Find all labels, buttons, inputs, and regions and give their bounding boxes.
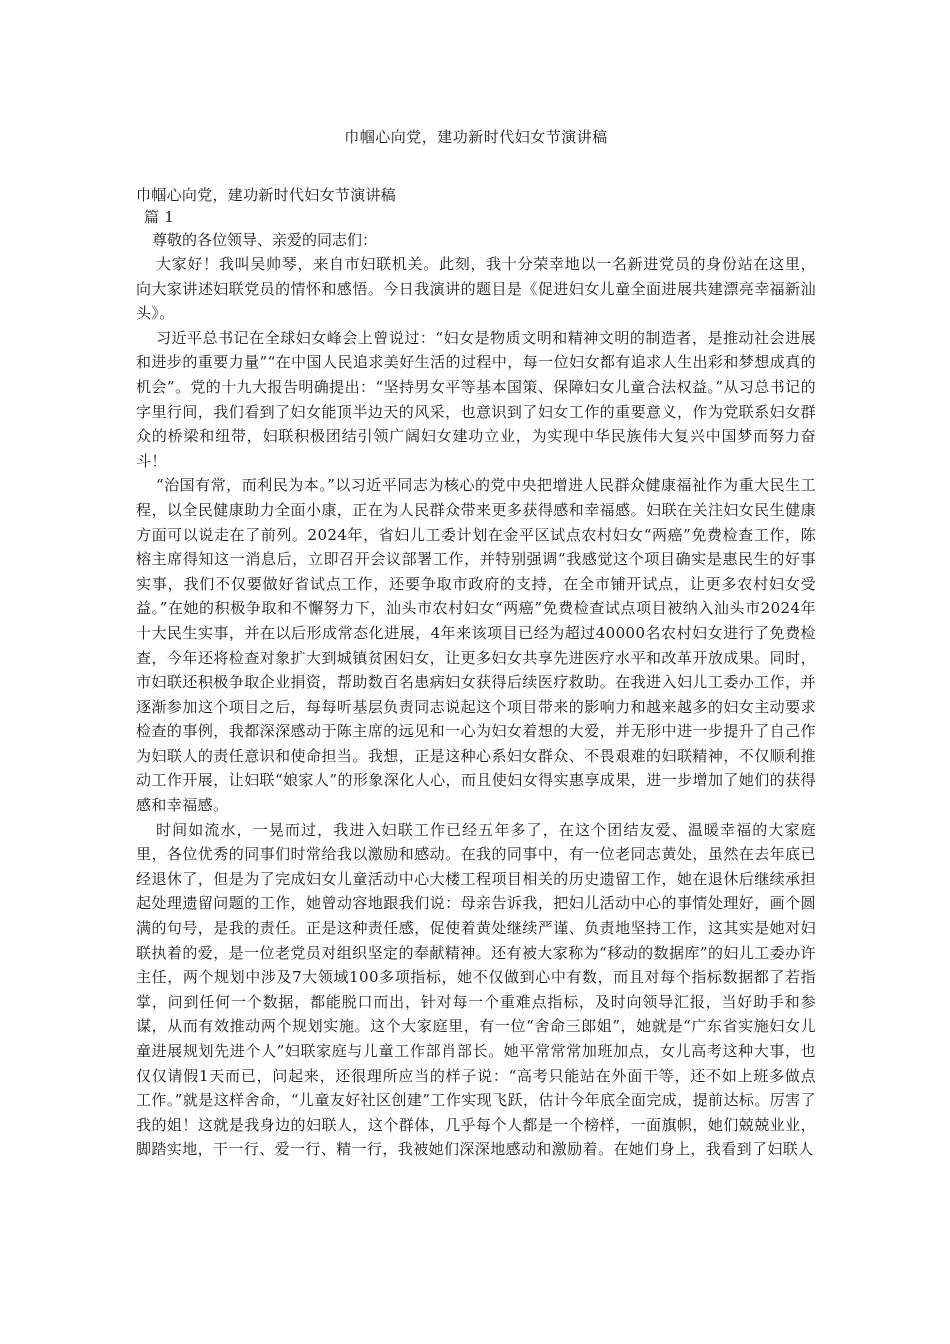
section-label: 篇 1 [144,208,175,226]
paragraph-quote: 习近平总书记在全球妇女峰会上曾说过：“妇女是物质文明和精神文明的制造者，是推动社会进展和进步的重要力量”“在中国人民追求美好生活的过程中，每一位妇女都有追求人生出彩和梦想成真的机会”。党的十九大报告明确提出：“坚持男女平等基本国策、保障妇女儿童合法权益。”从习总书记的字里行间，我们看到了妇女能顶半边天的风采，也意识到了妇女工作的重要意义，作为党联系妇女群众的桥梁和纽带，妇联积极团结引领广阔妇女建功立业，为实现中华民族伟大复兴中国梦而努力奋斗！ [136,328,816,470]
document-subtitle: 巾帼心向党，建功新时代妇女节演讲稿 [136,186,397,204]
document-title: 巾帼心向党，建功新时代妇女节演讲稿 [344,128,608,146]
paragraph-colleagues: 时间如流水，一晃而过，我进入妇联工作已经五年多了，在这个团结友爱、温暖幸福的大家庭里，各位优秀的同事们时常给我以激励和感动。在我的同事中，有一位老同志黄处，虽然在去年底已经退休了，但是为了完成妇女儿童活动中心大楼工程项目相关的历史遗留工作，她在退休后继续承担起处理遗留问题的工作，她曾动容地跟我们说：母亲告诉我，把妇儿活动中心的事情处理好，画个圆满的句号，是我的责任。正是这种责任感，促使着黄处继续严谨、负责地坚持工作，这其实是她对妇联执着的爱，是一位老党员对组织坚定的奉献精神。还有被大家称为“移动的数据库”的妇儿工委办许主任，两个规划中涉及7大领域100多项指标，她不仅做到心中有数，而且对每个指标数据都了若指掌，问到任何一个数据，都能脱口而出，针对每一个重难点指标，及时向领导汇报，当好助手和参谋，从而有效推动两个规划实施。这个大家庭里，有一位“舍命三郎姐”，她就是“广东省实施妇女儿童进展规划先进个人”妇联家庭与儿童工作部肖部长。她平常常常加班加点，女儿高考这种大事，也仅仅请假1天而已，问起来，还很理所应当的样子说：“高考只能站在外面干等，还不如上班多做点工作。”就是这样舍命，“儿童友好社区创建”工作实现飞跃，估计今年底全面完成，提前达标。厉害了我的姐！这就是我身边的妇联人，这个群体，几乎每个人都是一个榜样，一面旗帜，她们兢兢业业，脚踏实地，干一行、爱一行、精一行，我被她们深深地感动和激励着。在她们身上，我看到了妇联人 [136,820,816,1159]
document-page [136,118,816,1162]
paragraph-health: “治国有常，而利民为本。”以习近平同志为核心的党中央把增进人民群众健康福祉作为重大民生工程，以全民健康助力全面小康，正在为人民群众带来更多获得感和幸福感。妇联在关注妇女民生健康方面可以说走在了前列。2024年，省妇儿工委计划在金平区试点农村妇女“两癌”免费检查工作，陈榕主席得知这一消息后，立即召开会议部署工作，并特别强调“我感觉这个项目确实是惠民生的好事实事，我们不仅要做好省试点工作，还要争取市政府的支持，在全市铺开试点，让更多农村妇女受益。”在她的积极争取和不懈努力下，汕头市农村妇女“两癌”免费检查试点项目被纳入汕头市2024年十大民生实事，并在以后形成常态化进展，4年来该项目已经为超过40000名农村妇女进行了免费检查，今年还将检查对象扩大到城镇贫困妇女，让更多妇女共享先进医疗水平和改革开放成果。同时，市妇联还积极争取企业捐资，帮助数百名患病妇女获得后续医疗救助。在我进入妇儿工委办工作，并逐渐参加这个项目之后，每每听基层负责同志说起这个项目带来的影响力和越来越多的妇女主动要求检查的事例，我都深深感动于陈主席的远见和一心为妇女着想的大爱，并无形中进一步提升了自己作为妇联人的责任意识和使命担当。我想，正是这种心系妇女群众、不畏艰难的妇联精神，不仅顺利推动工作开展，让妇联“娘家人”的形象深化人心，而且使妇女得实惠享成果，进一步增加了她们的获得感和幸福感。 [136,476,816,815]
paragraph-intro: 大家好！我叫吴帅琴，来自市妇联机关。此刻，我十分荣幸地以一名新进党员的身份站在这里，向大家讲述妇联党员的情怀和感悟。今日我演讲的题目是《促进妇女儿童全面进展共建漂亮幸福新汕头》。 [136,255,816,323]
greeting: 尊敬的各位领导、亲爱的同志们： [152,231,378,249]
